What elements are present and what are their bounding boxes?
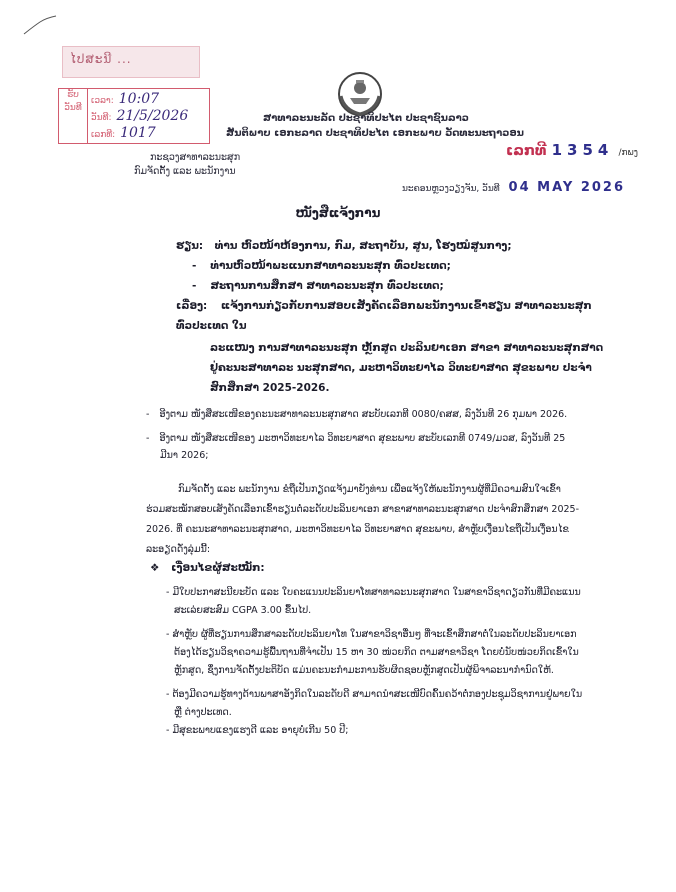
conditions-heading xyxy=(150,562,265,574)
receipt-time-value: 10:07 xyxy=(118,91,160,107)
condition-3-line-1: - ຕ້ອງມີຄວາມຮູ້ທາງດ້ານພາສາອັງກິດໃນລະດັບດີ ສາມາດນຳສະເໜີບົດຄົ້ນຄວ້າຕໍ່ກອງປະຊຸມວິຊາການຢູ່ພາຍໃນ xyxy=(166,689,583,700)
recipient-line-2: - ທ່ານຫົວໜ້າພະແນກສາທາລະນະສຸກ ທົ່ວປະເທດ; xyxy=(192,260,451,272)
document-date xyxy=(402,180,625,195)
recipient-line-2-text: ທ່ານຫົວໜ້າພະແນກສາທາລະນະສຸກ ທົ່ວປະເທດ; xyxy=(210,260,451,272)
document-date-value: 04 MAY 2026 xyxy=(508,180,626,195)
subject-line-2: ທົ່ວປະເທດ ໃນ xyxy=(176,320,247,332)
receipt-date-label: ວັນທີ: xyxy=(91,113,112,123)
recipient-line-3-text: ສະຖານການສຶກສາ ສາທາລະນະສຸກ ທົ່ວປະເທດ; xyxy=(210,280,444,292)
receipt-stamp-side-label: ຮັບ ວັນທີ xyxy=(59,89,88,143)
receipt-stamp xyxy=(58,88,210,144)
department-name: ກົມຈັດຕັ້ງ ແລະ ພະນັກງານ xyxy=(134,166,236,177)
document-number xyxy=(506,140,638,159)
reference-2: - ອີງຕາມ ໜັງສືສະເໜີຂອງ ມະຫາວິທະຍາໄລ ວິທະຍາສາດ ສຸຂະພາບ ສະບັບເລກທີ 0749/ມວສ, ລົງວັນທີ 25 xyxy=(146,433,566,444)
recipient-line-1 xyxy=(176,236,512,256)
pen-mark-icon xyxy=(20,12,60,38)
reference-2-cont: ມີນາ 2026; xyxy=(160,450,209,461)
receipt-number-row xyxy=(91,125,156,141)
reference-1-text: ອີງຕາມ ໜັງສືສະເໜີຂອງຄະນະສາທາລະນະສຸກສາດ ສະບັບເລກທີ 0080/ຄສສ, ລົງວັນທີ 26 ກຸມພາ 2026. xyxy=(159,409,568,420)
condition-2-line-3: ຫຼັກສູດ, ຊຶ່ງການຈັດຕັ້ງປະຕິບັດ ແມ່ນຄະນະກຳມະການຮັບຜິດຊອບຫຼັກສູດເປັນຜູ້ພິຈາລະນາກຳນົດໃຫ້. xyxy=(174,665,554,676)
condition-4-line-1: - ມີສຸຂະພາບແຂງແຮງດີ ແລະ ອາຍຸບໍ່ເກີນ 50 ປີ; xyxy=(166,725,349,736)
subject-line-5: ສົກສຶກສາ 2025-2026. xyxy=(210,382,330,394)
receipt-date-row xyxy=(91,108,188,124)
receipt-time-row xyxy=(91,91,159,107)
receipt-time-label: ເວລາ: xyxy=(91,96,114,106)
condition-2-line-1: - ສຳຫຼັບ ຜູ້ທີ່ຮຽນການສຶກສາລະດັບປະລິນຍາໂທ ໃນສາຂາວິຊາອື່ນໆ ທີ່ຈະເຂົ້າສຶກສາຕໍ່ໃນລະດັບປະລິນຍາເອກ xyxy=(166,629,577,640)
receipt-number-value: 1017 xyxy=(120,125,156,141)
country-name: ສາທາລະນະລັດ ປະຊາທິປະໄຕ ປະຊາຊົນລາວ xyxy=(263,113,469,124)
national-emblem-icon xyxy=(336,70,384,118)
conditions-heading-text: ເງື່ອນໄຂຜູ້ສະໝັກ: xyxy=(171,562,265,574)
intro-line-1: ກົມຈັດຕັ້ງ ແລະ ພະນັກງານ ຂໍຖືເປັນກຽດແຈ້ງມາຍັງທ່ານ ເພື່ອແຈ້ງໃຫ້ພະນັກງານຜູ້ທີ່ມີຄວາມສົນໃຈເຂົ້າ xyxy=(178,484,561,495)
subject-line-3: ລະແໜງ ການສາທາລະນະສຸກ ຫຼັກສູດ ປະລິນຍາເອກ ສາຂາ ສາທາລະນະສຸກສາດ xyxy=(210,342,604,354)
ministry-name: ກະຊວງສາທາລະນະສຸກ xyxy=(150,152,241,163)
country-motto: ສັນຕິພາບ ເອກະລາດ ປະຊາທິປະໄຕ ເອກະພາບ ວັດທະນະຖາວອນ xyxy=(226,128,524,139)
recipient-line-3: - ສະຖານການສຶກສາ ສາທາລະນະສຸກ ທົ່ວປະເທດ; xyxy=(192,280,444,292)
subject-text-1: ແຈ້ງການກ່ຽວກັບການສອບເສັງຄັດເລືອກພະນັກງານເຂົ້າຮຽນ ສາທາລະນະສຸກ xyxy=(220,300,592,312)
reference-1: - ອີງຕາມ ໜັງສືສະເໜີຂອງຄະນະສາທາລະນະສຸກສາດ ສະບັບເລກທີ 0080/ຄສສ, ລົງວັນທີ 26 ກຸມພາ 2026. xyxy=(146,409,568,420)
tape-text: ໄປສະນີ ... xyxy=(70,52,132,66)
document-title: ໜັງສືແຈ້ງການ xyxy=(295,206,381,220)
reference-2-text: ອີງຕາມ ໜັງສືສະເໜີຂອງ ມະຫາວິທະຍາໄລ ວິທະຍາສາດ ສຸຂະພາບ ສະບັບເລກທີ 0749/ມວສ, ລົງວັນທີ 25 xyxy=(159,433,566,444)
condition-1-line-2: ສະເລ່ຍສະສົມ CGPA 3.00 ຂຶ້ນໄປ. xyxy=(174,605,312,616)
condition-2-line-2: ຕ້ອງໄດ້ຮຽນວິຊາຄວາມຮູ້ພື້ນຖານທີ່ຈຳເປັນ 15 ຫາ 30 ໜ່ວຍກິດ ຕາມສາຂາວິຊາ ໂດຍບໍ່ນັບໜ່ວຍກິດເຂົ້າໃນ xyxy=(174,647,579,658)
intro-line-2: ຮ່ວມສະໝັກສອບເສັງຄັດເລືອກເຂົ້າຮຽນຕໍ່ລະດັບປະລິນຍາເອກ ສາຂາສາທາລະນະສຸກສາດ ປະຈຳສົກສຶກສາ 2025- xyxy=(146,504,580,515)
condition-1-line-1: - ມີໃບປະກາສະນີຍະບັດ ແລະ ໃບຄະແນນປະລິນຍາໂທສາທາລະນະສຸກສາດ ໃນສາຂາວິຊາດຽວກັນທີ່ມີຄະແນນ xyxy=(166,587,581,598)
condition-3-line-2: ຫຼື ຕ່າງປະເທດ. xyxy=(174,707,232,718)
receipt-date-value: 21/5/2026 xyxy=(116,108,189,124)
intro-line-4: ລະອຽດດັ່ງລຸ່ມນີ້: xyxy=(146,544,211,555)
diamond-bullet-icon: ❖ xyxy=(150,562,160,574)
subject-line-4: ຢູ່ຄະນະສາທາລະ ນະສຸກສາດ, ມະຫາວິທະຍາໄລ ວິທະຍາສາດ ສຸຂະພາບ ປະຈຳ xyxy=(210,362,592,374)
receipt-number-label: ເລກທີ: xyxy=(91,130,116,140)
document-date-label: ນະຄອນຫຼວງວຽງຈັນ, ວັນທີ xyxy=(402,184,500,194)
subject-line-1 xyxy=(176,296,592,316)
document-number-suffix: /ກພງ xyxy=(618,148,639,158)
document-number-label: ເລກທີ xyxy=(506,143,547,159)
recipient-text: ທ່ານ ຫົວໜ້າຫ້ອງການ, ກົມ, ສະຖາບັນ, ສູນ, ໂຮງໝໍສູນກາງ; xyxy=(214,240,512,252)
subject-label: ເລື່ອງ: xyxy=(176,300,208,312)
recipient-label: ຮຽນ: xyxy=(176,240,204,252)
intro-line-3: 2026. ທີ່ ຄະນະສາທາລະນະສຸກສາດ, ມະຫາວິທະຍາໄລ ວິທະຍາສາດ ສຸຂະພາບ, ສຳຫຼັບເງື່ອນໄຂຖືເປັນເງື່ອນໄຂ xyxy=(146,524,569,535)
document-number-value: 1354 xyxy=(551,141,614,159)
